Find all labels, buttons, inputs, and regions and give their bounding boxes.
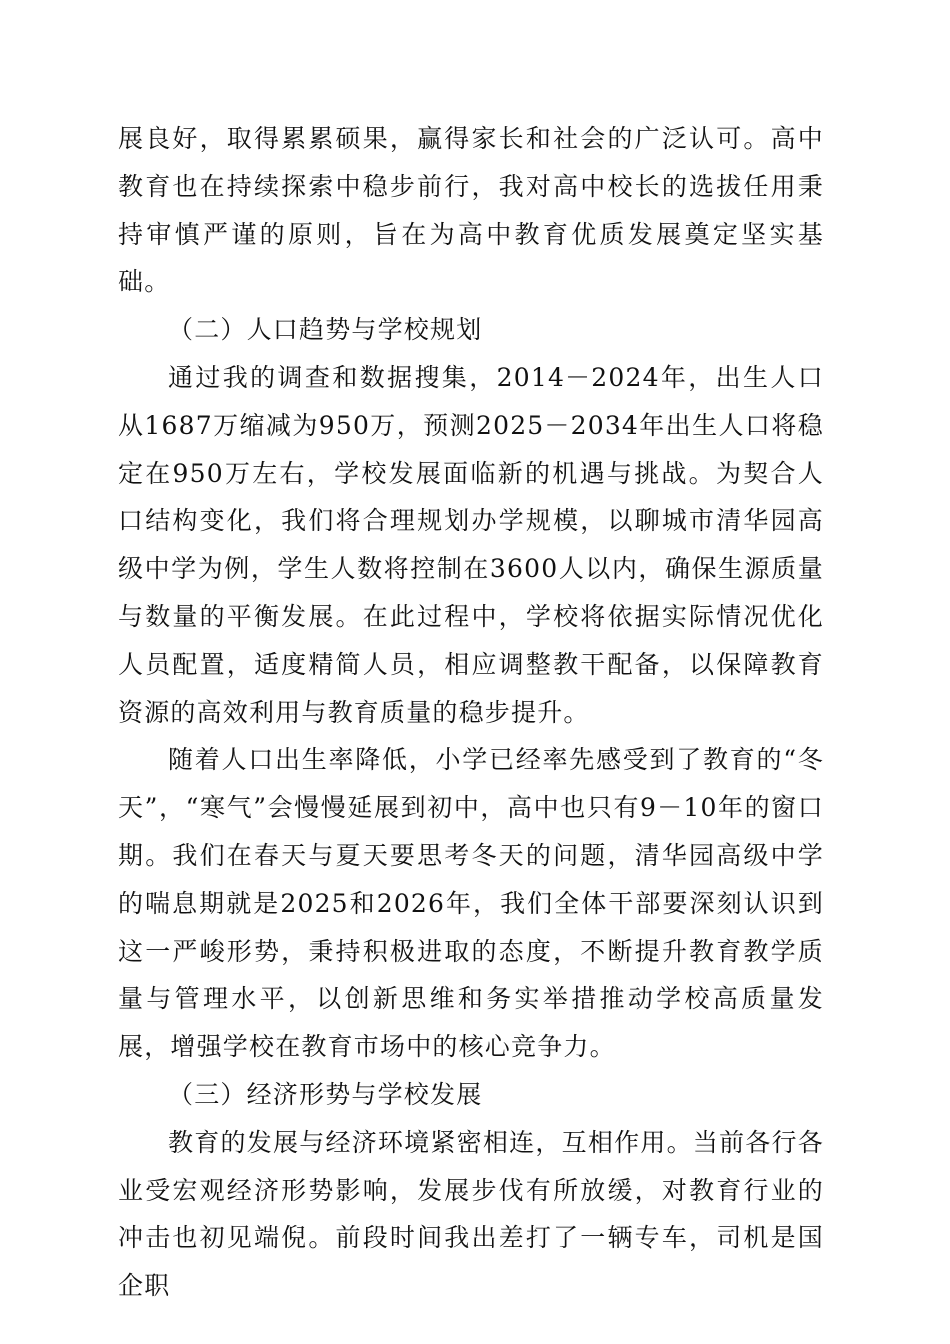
section-heading-population: （二）人口趋势与学校规划 <box>168 315 483 345</box>
paragraph-winter-analogy: 随着人口出生率降低，小学已经率先感受到了教育的“冬天”，“寒气”会慢慢延展到初中，高中也只有9－10年的窗口期。我们在春天与夏天要思考冬天的问题，清华园高级中学的喘息期就是2025和2026年，我们全体干部要深刻认识到这一严峻形势，秉持积极进取的态度，不断提升教育教学质量与管理水平，以创新思维和务实举措推动学校高质量发展，增强学校在教育市场中的核心竞争力。 <box>118 745 824 1062</box>
paragraph-population-data: 通过我的调查和数据搜集，2014－2024年，出生人口从1687万缩减为950万，预测2025－2034年出生人口将稳定在950万左右，学校发展面临新的机遇与挑战。为契合人口结构变化，我们将合理规划办学规模，以聊城市清华园高级中学为例，学生人数将控制在3600人以内，确保生源质量与数量的平衡发展。在此过程中，学校将依据实际情况优化人员配置，适度精简人员，相应调整教干配备，以保障教育资源的高效利用与教育质量的稳步提升。 <box>118 362 824 727</box>
section-heading-economy: （三）经济形势与学校发展 <box>168 1079 483 1109</box>
paragraph-economy: 教育的发展与经济环境紧密相连，互相作用。当前各行各业受宏观经济形势影响，发展步伐有所放缓，对教育行业的冲击也初见端倪。前段时间我出差打了一辆专车，司机是国企职 <box>118 1127 824 1301</box>
paragraph-continuation: 展良好，取得累累硕果，赢得家长和社会的广泛认可。高中教育也在持续探索中稳步前行，我对高中校长的选拔任用秉持审慎严谨的原则，旨在为高中教育优质发展奠定坚实基础。 <box>118 124 824 297</box>
document-body <box>118 115 824 1310</box>
